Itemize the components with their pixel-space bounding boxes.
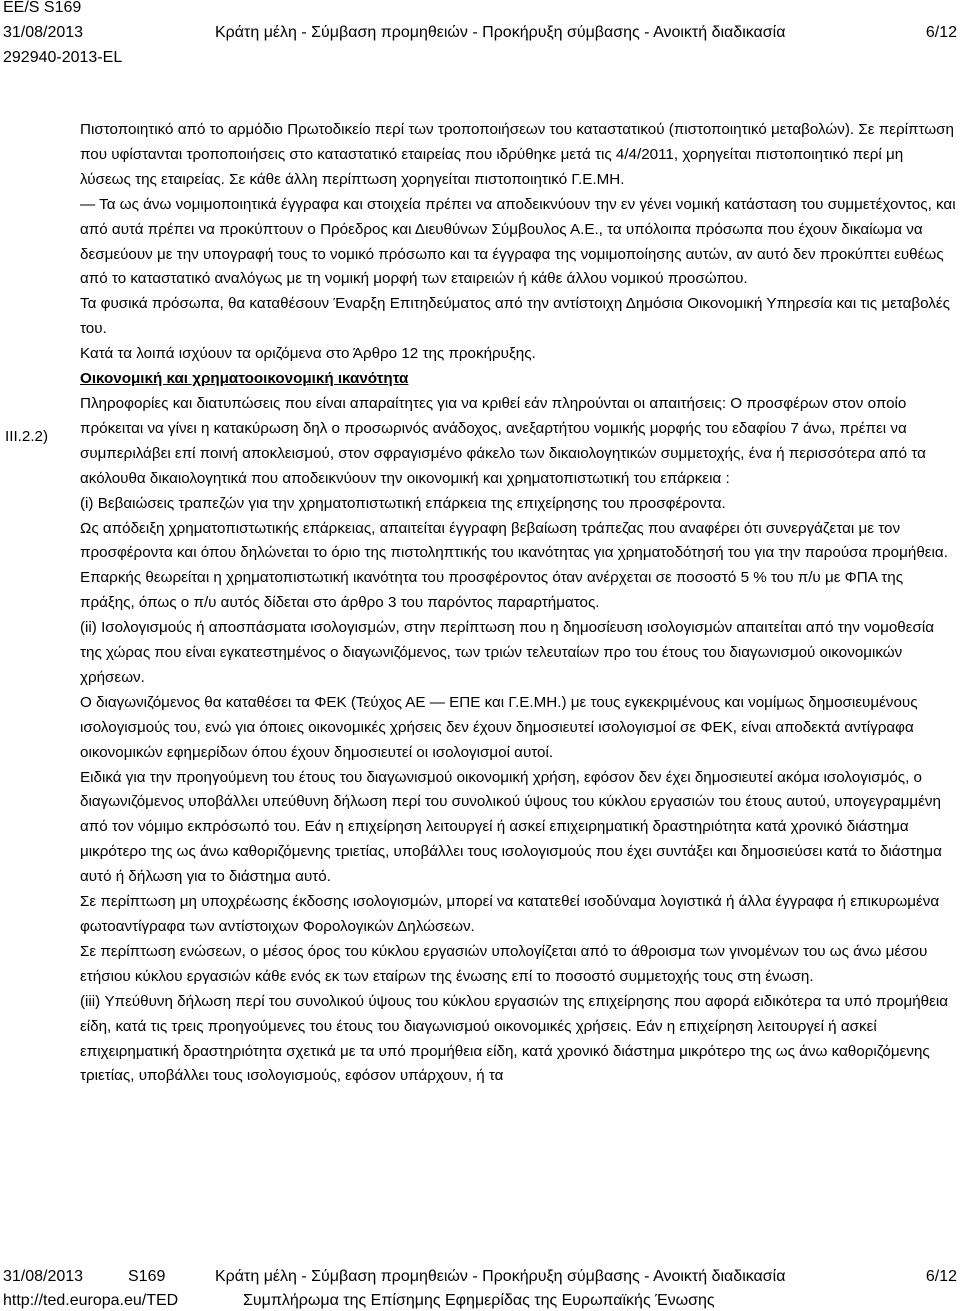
paragraph: Ειδικά για την προηγούμενη του έτους του διαγωνισμού οικονομική χρήση, εφόσον δεν έχει δημοσιευτεί ακόμα ισολογισμός, ο διαγωνιζόμενος υποβάλλει υπεύθυνη δήλωση περί του συνολικού ύψους του κύκλου εργασιών του έτους αυτού, υπογεγραμμένη από τον νόμιμο εκπρόσωπό του. Εάν η επιχείρηση λειτουργεί ή ασκεί επιχειρηματική δραστηριότητα κατά χρονικό διάστημα μικρότερο της ως άνω καθοριζόμενης τριετίας, υποβάλλει τους ισολογισμούς που έχει συντάξει και δημοσιεύσει κατά το διάστημα αυτό ή δήλωση για το διάστημα αυτό. <box>80 768 942 886</box>
section-title: Οικονομική και χρηματοοικονομική ικανότητα <box>80 370 409 388</box>
paragraph: Ως απόδειξη χρηματοπιστωτικής επάρκειας, απαιτείται έγγραφη βεβαίωση τράπεζας που αναφέρει ότι συνεργάζεται με τον προσφέροντα και όπου δηλώνεται το όριο της πιστοληπτικής του ικανότητας για χρηματοδότησή του για την παρούσα προμήθεια. <box>80 519 948 562</box>
paragraph: (ii) Ισολογισμούς ή αποσπάσματα ισολογισμών, στην περίπτωση που η δημοσίευση ισολογισμών απαιτείται από την νομοθεσία της χώρας που είναι εγκατεστημένος ο διαγωνιζόμενος, των τριών τελευταίων προ του έτους του διαγωνισμού οικονομικών χρήσεων. <box>80 619 935 686</box>
header-notice-id: 292940-2013-EL <box>3 49 123 66</box>
paragraph: (iii) Υπεύθυνη δήλωση περί του συνολικού ύψους του κύκλου εργασιών της επιχείρησης που αφορά ειδικότερα τα υπό προμήθεια είδη, κατά τις τρεις προηγούμενες του έτους του διαγωνισμού οικονομικές χρήσεις. Εάν η επιχείρηση λειτουργεί ή ασκεί επιχειρηματική δραστηριότητα σχετικά με τα υπό προμήθεια είδη, κατά χρονικό διάστημα μικρότερο της ως άνω καθοριζόμενης τριετίας, υποβάλλει τους ισολογισμούς, εφόσον υπάρχουν, ή τα <box>80 992 949 1085</box>
paragraph: Σε περίπτωση ενώσεων, ο μέσος όρος του κύκλου εργασιών υπολογίζεται από το άθροισμα των γινομένων του ως άνω μέσου ετήσιου κύκλου εργασιών κάθε ενός εκ των εταίρων της ένωσης επί το ποσοστό συμμετοχής τους στη ένωση. <box>80 942 928 985</box>
footer-date: 31/08/2013 <box>3 1268 84 1285</box>
paragraph: (i) Βεβαιώσεις τραπεζών για την χρηματοπιστωτική επάρκεια της επιχείρησης του προσφέροντα. <box>80 494 726 512</box>
paragraph: Επαρκής θεωρείται η χρηματοπιστωτική ικανότητα του προσφέροντος όταν ανέρχεται σε ποσοστό 5 % του π/υ με ΦΠΑ της πράξης, όπως ο π/υ αυτός δίδεται στο άρθρο 3 του παρόντος παραρτήματος. <box>80 569 904 612</box>
paragraph: Πιστοποιητικό από το αρμόδιο Πρωτοδικείο περί των τροποποιήσεων του καταστατικού (πιστοποιητικό μεταβολών). Σε περίπτωση που υφίστανται τροποποιήσεις στο καταστατικό εταιρείας που ιδρύθηκε μετά τις 4/4/2011, χορηγείται πιστοποιητικό περί μη λύσεως της εταιρείας. Σε κάθε άλλη περίπτωση χορηγείται πιστοποιητικό Γ.Ε.ΜΗ. <box>80 121 954 188</box>
paragraph: Τα φυσικά πρόσωπα, θα καταθέσουν Έναρξη Επιτηδεύματος από την αντίστοιχη Δημόσια Οικονομική Υπηρεσία και τις μεταβολές του. <box>80 295 950 338</box>
header-title: Κράτη μέλη - Σύμβαση προμηθειών - Προκήρυξη σύμβασης - Ανοικτή διαδικασία <box>215 24 786 41</box>
page-footer <box>0 1263 960 1311</box>
paragraph: Ο διαγωνιζόμενος θα καταθέσει τα ΦΕΚ (Τεύχος ΑΕ — ΕΠΕ και Γ.Ε.ΜΗ.) με τους εγκεκριμένους και νομίμως δημοσιευμένους ισολογισμούς του, ενώ για όποιες οικονομικές χρήσεις δεν έχουν δημοσιευτεί ισολογισμοί σε ΦΕΚ, είναι αποδεκτά αντίγραφα οικονομικών εφημερίδων όπου έχουν δημοσιευτεί οι ισολογισμοί αυτοί. <box>80 693 918 761</box>
header-page-number: 6/12 <box>925 24 957 41</box>
paragraph: Πληροφορίες και διατυπώσεις που είναι απαραίτητες για να κριθεί εάν πληρούνται οι απαιτήσεις: Ο προσφέρων στον οποίο πρόκειται να γίνει η κατακύρωση δηλ ο προσωρινός ανάδοχος, ανεξαρτήτου νομικής μορφής του εδαφίου 7 άνω, πρέπει να συμπεριλάβει επί ποινή αποκλεισμού, στον σφραγισμένο φάκελο των δικαιολογητικών συμμετοχής, ένα ή περισσότερα από τα ακόλουθα δικαιολογητικά που αποδεικνύουν την οικονομική και χρηματοπιστωτική του επάρκεια : <box>80 394 926 487</box>
footer-series: S169 <box>128 1268 166 1285</box>
document-body <box>80 118 958 1089</box>
paragraph: Κατά τα λοιπά ισχύουν τα οριζόμενα στο Άρθρο 12 της προκήρυξης. <box>80 345 536 363</box>
footer-url[interactable]: http://ted.europa.eu/TED <box>3 1292 179 1309</box>
section-number: III.2.2) <box>5 428 49 445</box>
header-doc-ref: EE/S S169 <box>3 0 82 16</box>
page-header <box>0 0 960 80</box>
footer-publication: Συμπλήρωμα της Επίσημης Εφημερίδας της Ευρωπαϊκής Ένωσης <box>243 1292 715 1309</box>
paragraph: — Τα ως άνω νομιμοποιητικά έγγραφα και στοιχεία πρέπει να αποδεικνύουν την εν γένει νομική κατάσταση του συμμετέχοντος, και από αυτά πρέπει να προκύπτουν ο Πρόεδρος και Διευθύνων Σύμβουλος Α.Ε., τα υπόλοιπα πρόσωπα που έχουν δικαίωμα να δεσμεύουν με την υπογραφή τους το νομικό πρόσωπο και τα έγγραφα της νομιμοποίησης αυτών, αν αυτό δεν προκύπτει ευθέως από το καταστατικό αναλόγως με τη νομική μορφή των εταιρειών ή κάθε άλλου νομικού προσώπου. <box>80 195 956 288</box>
header-date: 31/08/2013 <box>3 24 84 41</box>
paragraph: Σε περίπτωση μη υποχρέωσης έκδοσης ισολογισμών, μπορεί να κατατεθεί ισοδύναμα λογιστικά ή άλλα έγγραφα ή επικυρωμένα φωτοαντίγραφα των αντίστοιχων Φορολογικών Δηλώσεων. <box>80 893 940 935</box>
footer-title: Κράτη μέλη - Σύμβαση προμηθειών - Προκήρυξη σύμβασης - Ανοικτή διαδικασία <box>215 1268 786 1285</box>
footer-page-number: 6/12 <box>925 1268 957 1285</box>
